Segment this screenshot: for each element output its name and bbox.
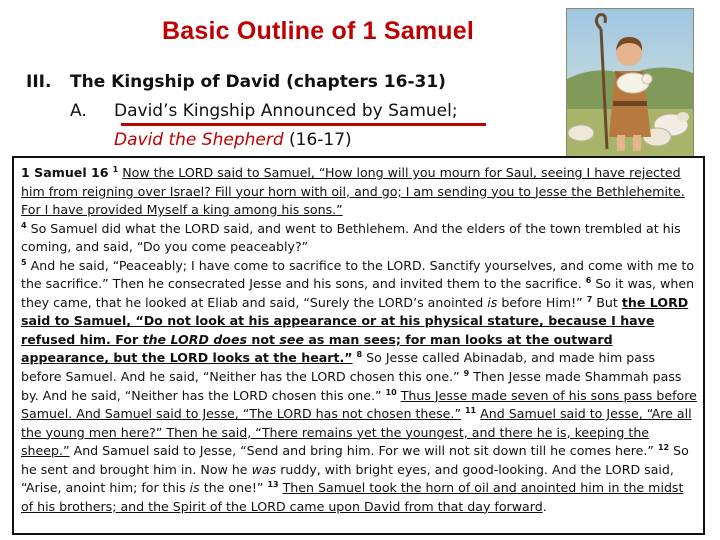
verse-10: Thus Jesse made seven of his sons pass before Samuel. And Samuel said to Jesse, “The LORD has not chosen these.” (21, 387, 697, 422)
verse-7-not: not (251, 331, 276, 347)
roman-numeral: III. (26, 72, 52, 92)
chapters-label: (16-17) (289, 130, 352, 150)
verse-13: Then Samuel took the horn of oil and anointed him in the midst of his brothers; and the Spirit of the LORD came upon David from that day forward (21, 480, 684, 514)
outline-subheading-line2 (114, 130, 352, 150)
verse-number: 1 (112, 165, 119, 174)
verse-number: 7 (586, 294, 593, 304)
verse-11: And Samuel said to Jesse, “Are all the young men here?” Then he said, “There remains yet the youngest, and there he is, keeping the sheep.” (21, 406, 692, 459)
verse-6: So it was, when they came, that he looked at Eliab and said, “Surely the LORD’s anointed (21, 276, 695, 310)
verse-number: 6 (585, 276, 592, 286)
verse-7-part-c: as man sees; for man looks at the outward appearance, but the LORD looks at the heart.” (21, 331, 613, 366)
outline-subheading (70, 101, 458, 121)
verse-5: And he said, “Peaceably; I have come to sacrifice to the LORD. Sanctify yourselves, and come with me to the sacrifice.” Then he consecrated Jesse and his sons, and invited them to the sacrifice. (21, 257, 695, 292)
verse-number: 12 (657, 443, 670, 453)
verse-12-italic-was: was (251, 461, 277, 477)
verse-number: 5 (21, 257, 27, 267)
slide-title: Basic Outline of 1 Samuel (162, 17, 475, 45)
verse-7-part-a: the LORD said to Samuel, “Do not look at his appearance or at his physical stature, because I have refused him. For (21, 294, 689, 347)
verse-11-cont: And Samuel said to Jesse, “Send and bring him. For we will not sit down till he comes here.” (73, 443, 654, 459)
verse-6-end: before Him!” (501, 294, 583, 310)
verse-number: 10 (385, 387, 397, 397)
subheading-letter: A. (70, 101, 87, 121)
shepherd-label: David the Shepherd (114, 130, 284, 150)
verse-7-italic-1: the LORD does (142, 331, 247, 347)
verse-number: 4 (21, 220, 27, 230)
verse-13-end: . (542, 498, 547, 514)
verse-7-but: But (596, 294, 618, 310)
verse-4: So Samuel did what the LORD said, and went to Bethlehem. And the elders of the town trembled at his coming, and said, “Do you come peaceably?” (21, 220, 681, 255)
verse-number: 8 (356, 350, 363, 360)
verse-1: Now the LORD said to Samuel, “How long will you mourn for Saul, seeing I have rejected him from reigning over Israel? Fill your horn with oil, and go; I am sending you to Jesse the Bethlehemite. For I have provided Myself a king among his sons.” (21, 165, 685, 218)
verse-7-italic-see: see (279, 331, 305, 347)
shepherd-image (566, 8, 694, 160)
verse-12-italic-is: is (189, 480, 200, 496)
verse-6-italic-is: is (487, 294, 498, 310)
verse-12-part-b: ruddy, with bright eyes, and good-looking. And the LORD said, “Arise, anoint him; for this (21, 461, 674, 496)
verse-12-part-a: So he sent and brought him in. Now he (21, 443, 689, 477)
verse-number: 13 (267, 480, 279, 490)
verse-9: Then Jesse made Shammah pass by. And he said, “Neither has the LORD chosen this one.” (21, 369, 682, 403)
verse-12-part-c: the one!” (203, 480, 264, 496)
red-underline-mark (121, 123, 486, 126)
subheading-text: David’s Kingship Announced by Samuel; (114, 101, 458, 121)
outline-heading (26, 72, 446, 92)
verse-number: 9 (463, 369, 470, 379)
verse-number: 11 (464, 406, 477, 416)
passage-reference: 1 Samuel 16 (21, 165, 109, 180)
scripture-passage (12, 156, 705, 535)
verse-8: So Jesse called Abinadab, and made him pass before Samuel. And he said, “Neither has the LORD chosen this one.” (21, 350, 656, 385)
heading-text: The Kingship of David (chapters 16-31) (70, 72, 446, 92)
